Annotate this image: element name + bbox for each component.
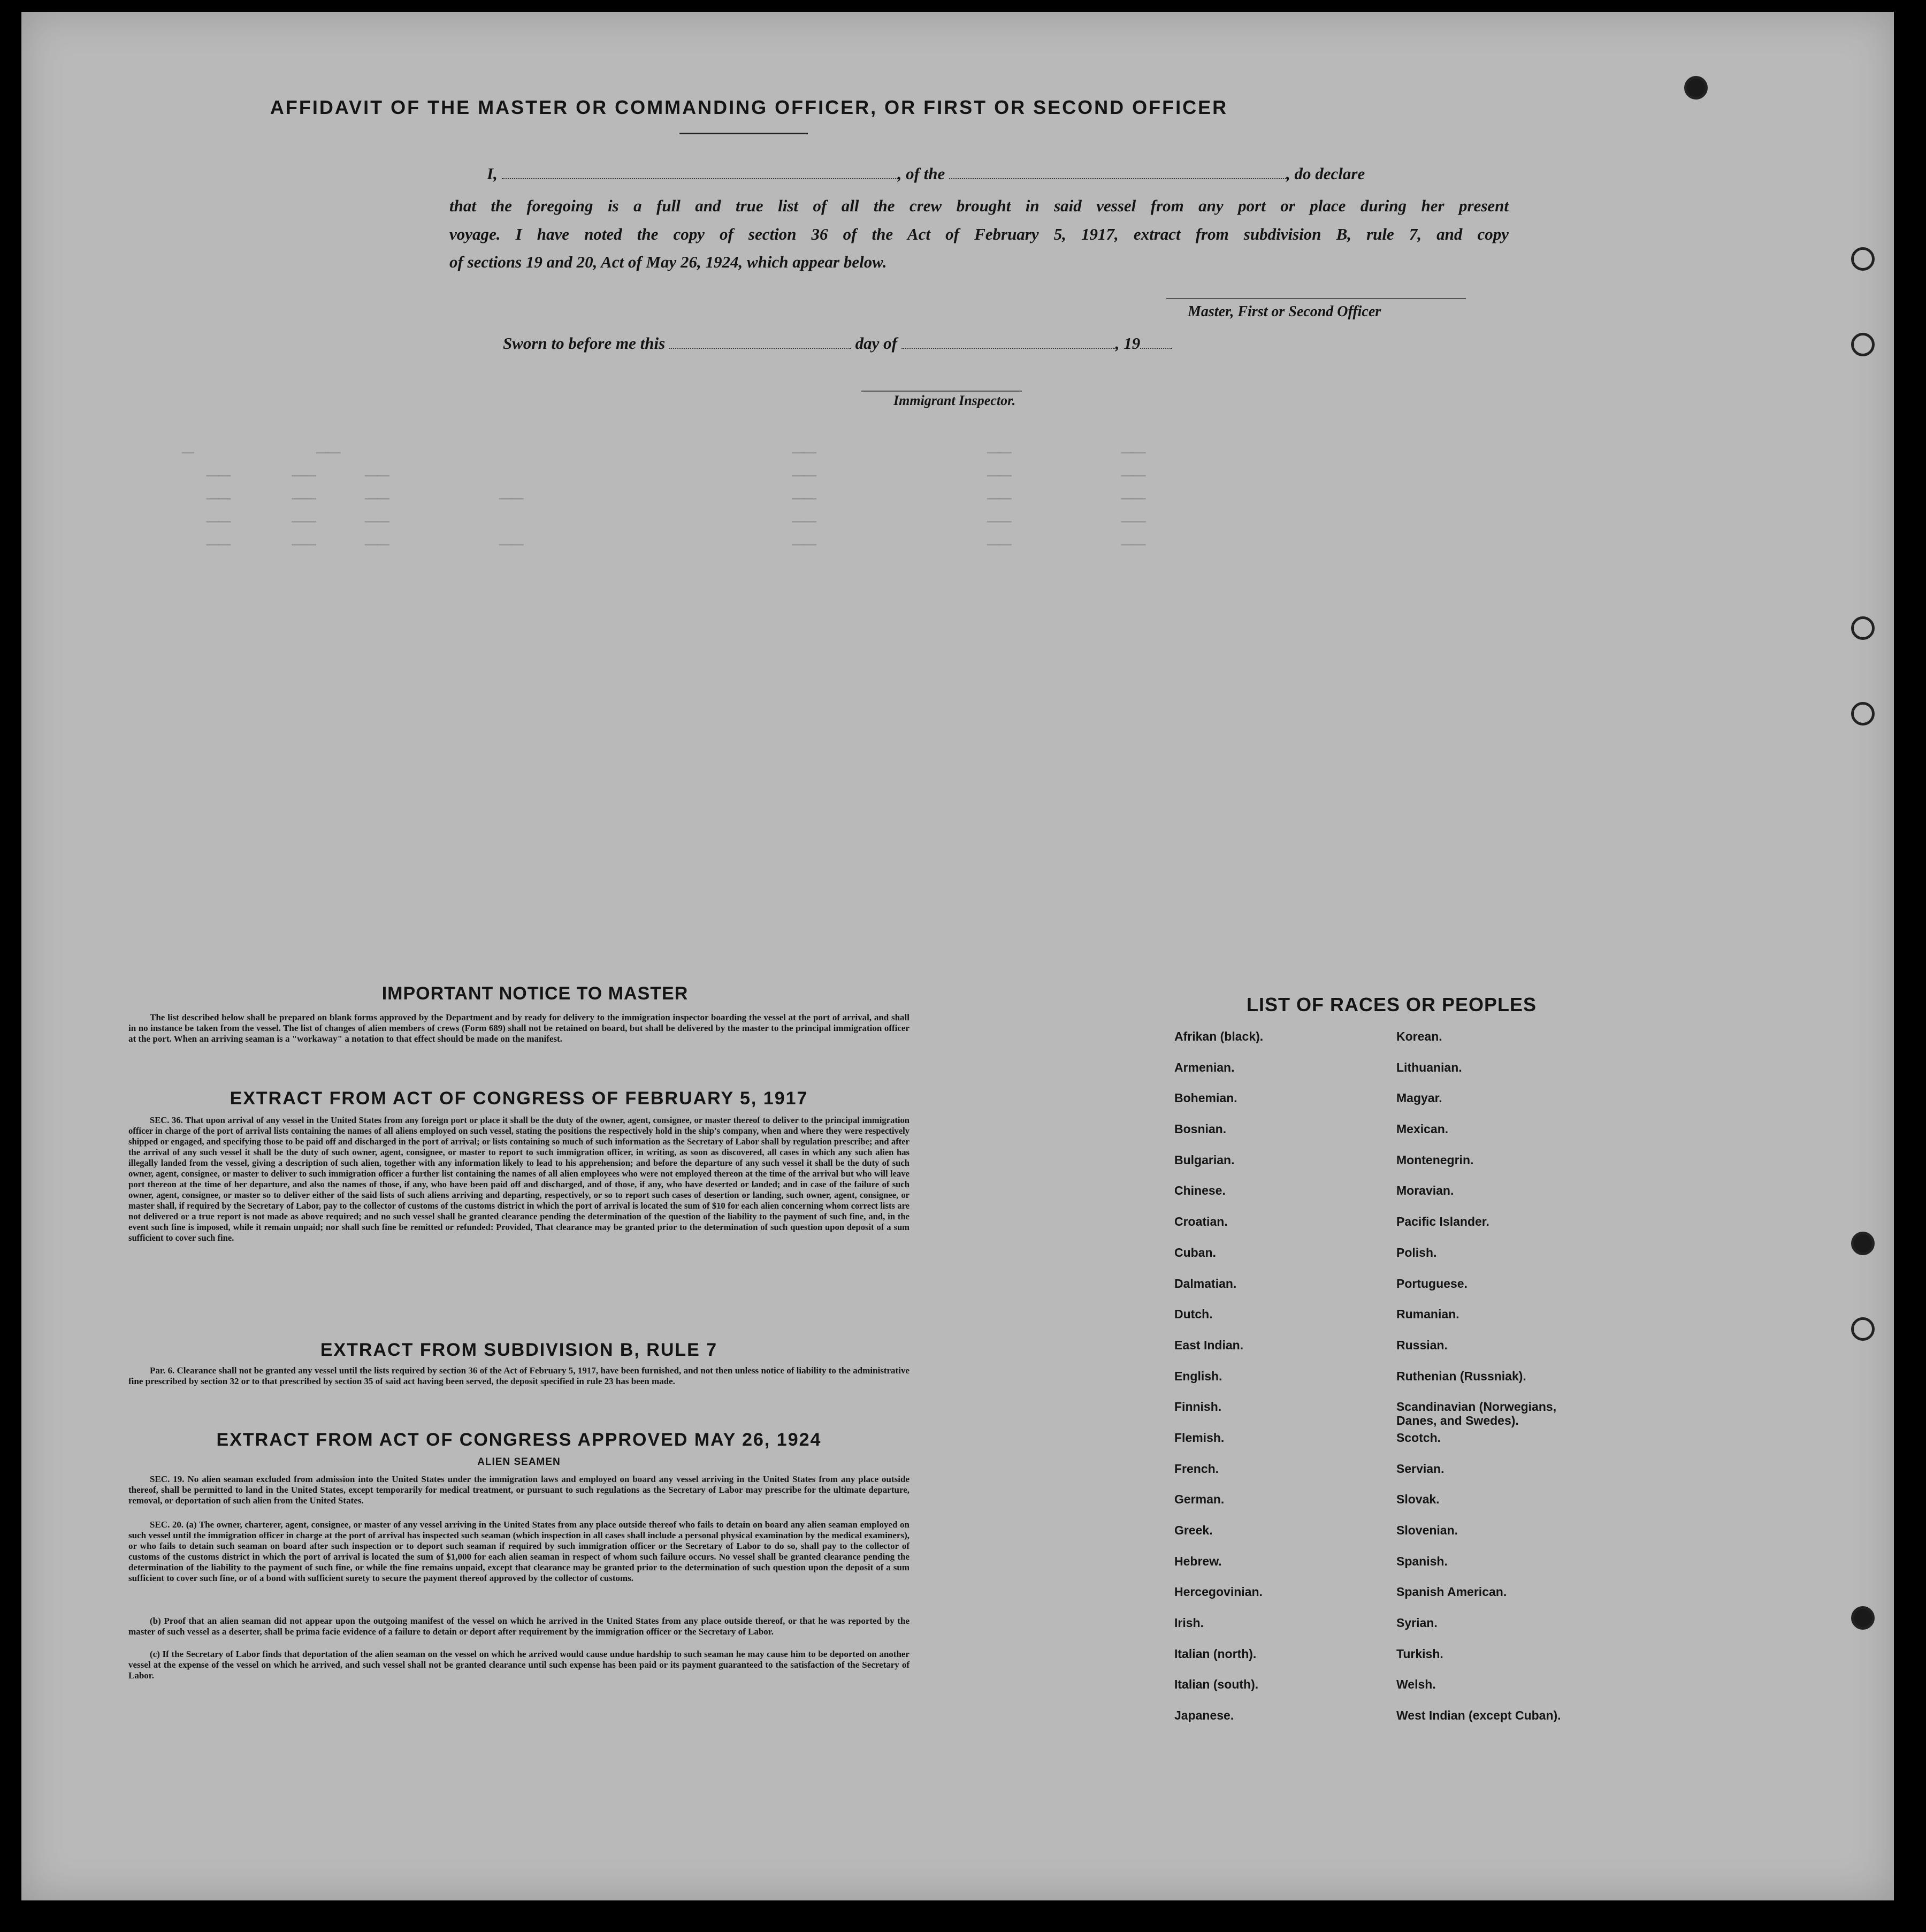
notice-heading: IMPORTANT NOTICE TO MASTER (381, 983, 689, 1004)
race-item: Montenegrin. (1396, 1152, 1474, 1167)
race-item: Japanese. (1174, 1708, 1234, 1723)
affidavit-declare: , do declare (1286, 164, 1365, 183)
vessel-blank[interactable] (949, 164, 1286, 179)
races-column-2 (1396, 1029, 1664, 1739)
sec20b-text: (b) Proof that an alien seaman did not appear upon the outgoing manifest of the vessel on which he arrived in the United States from any place outside thereof, or that he was reported by the master of such vessel as a deserter, shall be prima facie evidence of a failure to detain or deport after requirement by the immigration officer or the Secretary of Labor. (128, 1616, 910, 1637)
race-item: Flemish. (1174, 1430, 1225, 1445)
sec19-text: SEC. 19. No alien seaman excluded from admission into the United States under the immigration laws and employed on board any vessel arriving in the United States from any place outside thereof, shall be permitted to land in the United States, except temporarily for medical treatment, or pursuant to such regulations as the Secretary of Labor may prescribe for the ultimate departure, removal, or deportation of such alien from the United States. (128, 1474, 910, 1506)
race-item: Mexican. (1396, 1122, 1449, 1136)
race-item: Servian. (1396, 1461, 1444, 1476)
binder-hole (1851, 333, 1875, 356)
race-item: Finnish. (1174, 1400, 1222, 1414)
extract-1924-heading: EXTRACT FROM ACT OF CONGRESS APPROVED MAY 26, 1924 (216, 1430, 822, 1450)
binder-hole (1851, 616, 1875, 640)
race-item: Hercegovinian. (1174, 1585, 1263, 1599)
races-heading: LIST OF RACES OR PEOPLES (1247, 994, 1537, 1015)
race-item: Rumanian. (1396, 1307, 1459, 1322)
day-of-label: day of (855, 334, 897, 353)
race-item: Lithuanian. (1396, 1060, 1462, 1074)
race-item: Polish. (1396, 1245, 1437, 1259)
sworn-year-blank[interactable] (1140, 334, 1172, 349)
affidavit-of-the: , of the (897, 164, 945, 183)
extract-1917-heading: EXTRACT FROM ACT OF CONGRESS OF FEBRUARY 5, 1917 (230, 1088, 808, 1109)
sworn-line (503, 334, 1519, 353)
signer-label: Master, First or Second Officer (1188, 303, 1381, 320)
inspector-signature-line (861, 391, 1022, 392)
affidavit-line-4: of sections 19 and 20, Act of May 26, 1924, which appear below. (449, 253, 887, 271)
race-item: Dutch. (1174, 1307, 1213, 1322)
race-item: Chinese. (1174, 1183, 1226, 1198)
race-item: Italian (north). (1174, 1646, 1257, 1661)
binder-hole (1851, 1232, 1875, 1255)
race-item: French. (1174, 1461, 1219, 1476)
title-underline (679, 133, 808, 134)
race-item: Magyar. (1396, 1091, 1442, 1105)
race-item: Croatian. (1174, 1215, 1228, 1229)
signature-line (1166, 298, 1466, 299)
binder-hole (1851, 247, 1875, 271)
race-item: Spanish American. (1396, 1585, 1507, 1599)
race-item: Korean. (1396, 1029, 1442, 1043)
alien-seamen-subheading: ALIEN SEAMEN (477, 1456, 561, 1468)
sec20a-text: SEC. 20. (a) The owner, charterer, agent, consignee, or master of any vessel arriving in the United States from any place outside thereof who fails to detain on board any alien seaman employed on such vessel until the immigration officer in charge at the port of arrival has inspected such seaman (which inspection in all cases shall include a personal physical examination by the medical examiners), or who fails to detain such seaman on board after such inspection or to deport such seaman if required by such immigration officer or the Secretary of Labor to do so, shall pay to the collector of customs of the customs district in which the port of arrival is located the sum of $1,000 for each alien seaman in respect of whom such failure occurs. No vessel shall be granted clearance pending the determination of the liability to the payment of such fine, or while the fine remains unpaid, except that clearance may be granted prior to the determination of such question upon the deposit of a sum sufficient to cover such fine, or of a bond with sufficient surety to secure the payment thereof approved by the collector of customs. (128, 1519, 910, 1583)
race-item: Scotch. (1396, 1430, 1441, 1445)
race-item: Bosnian. (1174, 1122, 1227, 1136)
race-item: Bulgarian. (1174, 1152, 1235, 1167)
sworn-month-blank[interactable] (901, 334, 1115, 349)
race-item: Russian. (1396, 1338, 1448, 1352)
race-item: East Indian. (1174, 1338, 1244, 1352)
race-item: Pacific Islander. (1396, 1215, 1489, 1229)
race-item: German. (1174, 1492, 1225, 1507)
race-item: Spanish. (1396, 1554, 1448, 1568)
affidavit-title: AFFIDAVIT OF THE MASTER OR COMMANDING OFFICER, OR FIRST OR SECOND OFFICER (270, 96, 1228, 118)
notice-text: The list described below shall be prepared on blank forms approved by the Department and by ready for delivery to the immigration inspector boarding the vessel at the port of arrival, and shall in no instance be taken from the vessel. The list of changes of alien members of crews (Form 689) shall not be retained on board, but shall be delivered by the master to the principal immigration officer at the port. When an arriving seaman is a "workaway" a notation to that effect should be made on the manifest. (128, 1012, 910, 1044)
race-item: Dalmatian. (1174, 1276, 1237, 1290)
race-item: West Indian (except Cuban). (1396, 1708, 1561, 1723)
sworn-label: Sworn to before me this (503, 334, 666, 353)
race-item: Turkish. (1396, 1646, 1443, 1661)
race-item: Cuban. (1174, 1245, 1216, 1259)
race-item: English. (1174, 1369, 1222, 1383)
race-item: Hebrew. (1174, 1554, 1222, 1568)
race-item: Armenian. (1174, 1060, 1235, 1074)
race-item: Scandinavian (Norwegians, Danes, and Swedes). (1396, 1400, 1557, 1428)
rule7-text: Par. 6. Clearance shall not be granted any vessel until the lists required by section 36 of the Act of February 5, 1917, have been furnished, and not then unless notice of liability to the administrative fine prescribed by section 32 or to that prescribed by section 35 of said act having been served, the deposit specified in rule 23 has been made. (128, 1365, 910, 1386)
binder-hole (1851, 1606, 1875, 1630)
race-item: Slovenian. (1396, 1523, 1458, 1537)
inspector-label: Immigrant Inspector. (893, 393, 1016, 408)
race-item: Greek. (1174, 1523, 1213, 1537)
race-item: Syrian. (1396, 1616, 1438, 1630)
races-column-1 (1174, 1029, 1378, 1739)
race-item: Slovak. (1396, 1492, 1440, 1507)
race-item: Moravian. (1396, 1183, 1454, 1198)
rule7-heading: EXTRACT FROM SUBDIVISION B, RULE 7 (320, 1340, 718, 1360)
name-blank[interactable] (502, 164, 898, 179)
binder-hole (1851, 702, 1875, 726)
sec20c-text: (c) If the Secretary of Labor finds that deportation of the alien seaman on the vessel on which he arrived would cause undue hardship to such seaman he may cause him to be deported on another vessel at the expense of the vessel on which he arrived, and such vessel shall not be granted clearance until such expense has been paid or its payment guaranteed to the satisfaction of the Secretary of Labor. (128, 1649, 910, 1681)
race-item: Welsh. (1396, 1677, 1436, 1692)
affidavit-line-2: that the foregoing is a full and true list of all the crew brought in said vessel from any port or place during her present (449, 196, 1509, 215)
race-item: Irish. (1174, 1616, 1204, 1630)
document-sheet (21, 12, 1894, 1900)
affidavit-line-3: voyage. I have noted the copy of section 36 of the Act of February 5, 1917, extract from subdivision B, rule 7, and copy (449, 225, 1509, 243)
sworn-day-blank[interactable] (669, 334, 851, 349)
affidavit-line-1 (487, 164, 1503, 184)
extract-1917-text: SEC. 36. That upon arrival of any vessel in the United States from any foreign port or place it shall be the duty of the owner, agent, consignee, or master thereof to deliver to the principal immigration officer in charge of the port of arrival lists containing the names of all aliens employed on such vessel, stating the positions the respectively hold in the ship's company, when and where they were respectively shipped or engaged, and specifying those to be paid off and discharged in the port of arrival; or lists containing so much of such information as the Secretary of Labor shall by regulation prescribe; and after the arrival of any such vessel it shall be the duty of such owner, agent, consignee, or master to report to such immigration officer, in writing, as soon as discovered, all cases in which any such alien has illegally landed from the vessel, giving a description of such alien, together with any information likely to lead to his apprehension; and before the departure of any such vessel it shall be the duty of such owner, agent, consignee, or master to deliver to such immigration officer a further list containing the names of all alien employees who were not employed thereon at the time of the arrival but who will leave port thereon at the time of her departure, and also the names of those, if any, who have been paid off and discharged, and of those, if any, who have deserted or landed; and in case of the failure of such owner, agent, consignee, or master so to deliver either of the said lists of such aliens arriving and departing, respectively, or so to report such cases of desertion or landing, such owner, agent, consignee, or master shall, if required by the Secretary of Labor, pay to the collector of customs of the customs district in which the port of arrival is located the sum of $10 for each alien concerning whom correct lists are not delivered or a true report is not made as above required; and no such vessel shall be granted clearance pending the determination of the question of the liability to the payment of such fine, and, in the event such fine is imposed, while it remain unpaid; nor shall such fine be remitted or refunded: Provided, That clearance may be granted prior to the determination of such question upon deposit of a sum sufficient to cover such fine. (128, 1115, 910, 1243)
binder-hole (1684, 76, 1708, 100)
bleed-through-texture: — —— —— —— —— —— —— —— —— —— —— —— —— —— —— —— —— —— —— —— —— —— —— —— —— —— —— —— —— —— —— (182, 441, 1146, 556)
race-item: Bohemian. (1174, 1091, 1237, 1105)
race-item: Italian (south). (1174, 1677, 1259, 1692)
year-label: , 19 (1115, 334, 1141, 353)
race-item: Afrikan (black). (1174, 1029, 1264, 1043)
race-item: Portuguese. (1396, 1276, 1468, 1290)
binder-hole (1851, 1317, 1875, 1341)
affidavit-i: I, (487, 164, 498, 183)
race-item: Ruthenian (Russniak). (1396, 1369, 1526, 1383)
